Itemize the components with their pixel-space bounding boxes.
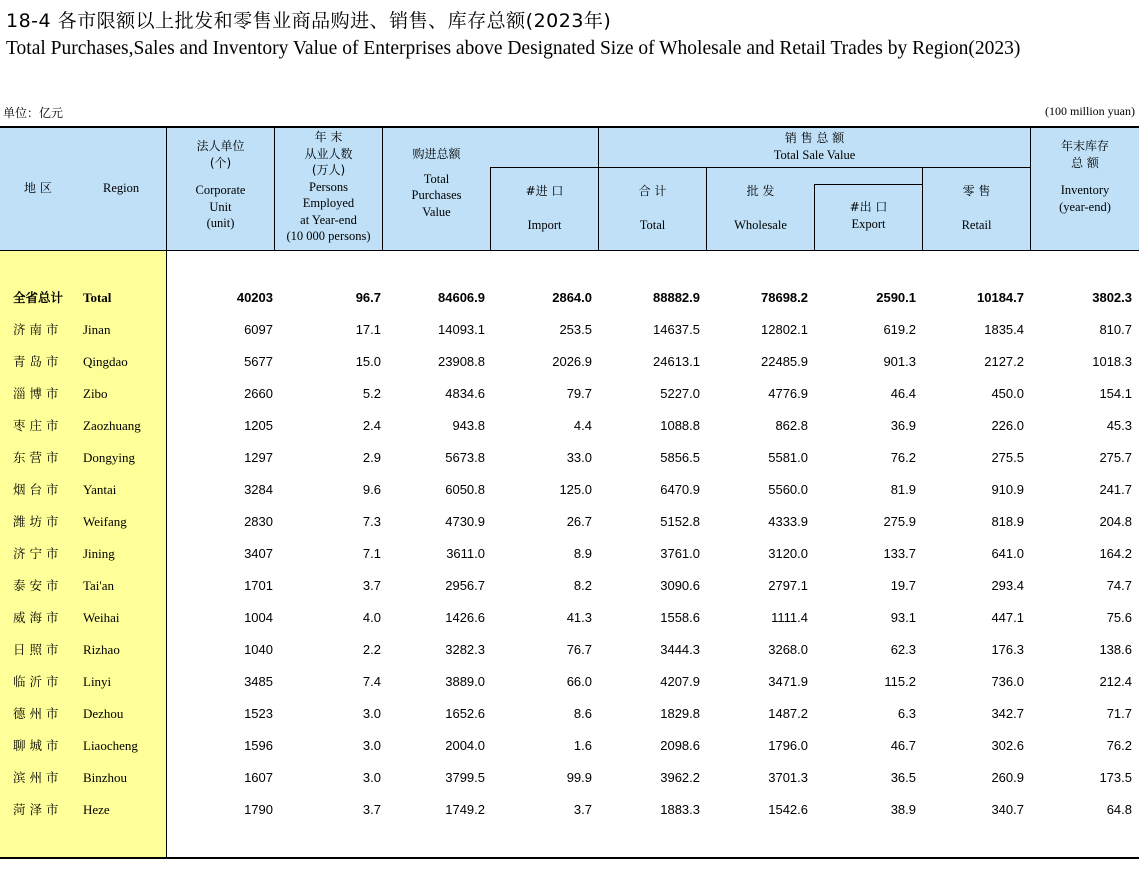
table-row <box>0 474 1139 506</box>
cell-inv: 1018.3 <box>1092 354 1132 369</box>
region-name-chinese: 菏泽市 <box>13 802 63 817</box>
cell-purch: 84606.9 <box>438 290 485 305</box>
cell-export: 38.9 <box>890 802 916 817</box>
table-row <box>0 570 1139 602</box>
cell-persons: 15.0 <box>355 354 381 369</box>
region-name-english: Rizhao <box>83 642 120 657</box>
region-name-english: Weihai <box>83 610 120 625</box>
export-top-rule <box>814 184 922 185</box>
cell-persons: 2.9 <box>362 450 381 465</box>
cell-export: 76.2 <box>890 450 916 465</box>
table-row <box>0 634 1139 666</box>
cell-retail: 226.0 <box>991 418 1024 433</box>
cell-total: 2098.6 <box>660 738 700 753</box>
cell-export: 2590.1 <box>876 290 916 305</box>
cell-purch: 23908.8 <box>438 354 485 369</box>
cell-inv: 76.2 <box>1106 738 1132 753</box>
region-name-chinese: 日照市 <box>13 642 63 657</box>
cell-corp: 1701 <box>244 578 273 593</box>
cell-inv: 275.7 <box>1099 450 1132 465</box>
cell-inv: 64.8 <box>1106 802 1132 817</box>
cell-inv: 810.7 <box>1099 322 1132 337</box>
cell-whole: 3120.0 <box>768 546 808 561</box>
cell-import: 79.7 <box>566 386 592 401</box>
cell-purch: 1652.6 <box>445 706 485 721</box>
cell-whole: 3268.0 <box>768 642 808 657</box>
cell-purch: 1749.2 <box>445 802 485 817</box>
table-row-total <box>0 282 1139 314</box>
region-name-english: Dezhou <box>83 706 124 721</box>
cell-corp: 40203 <box>236 290 273 305</box>
cell-import: 66.0 <box>566 674 592 689</box>
cell-whole: 1542.6 <box>768 802 808 817</box>
table-bottom-rule <box>0 857 1139 859</box>
cell-export: 81.9 <box>890 482 916 497</box>
header-sales-total: 合 计 Total <box>638 184 667 232</box>
cell-inv: 45.3 <box>1106 418 1132 433</box>
header-bottom-rule <box>0 250 1139 251</box>
header-import: #进 口 Import <box>525 184 564 232</box>
header-wholesale: 批 发 Wholesale <box>734 184 787 232</box>
cell-persons: 9.6 <box>362 482 381 497</box>
table-row <box>0 602 1139 634</box>
cell-whole: 1487.2 <box>768 706 808 721</box>
cell-inv: 75.6 <box>1106 610 1132 625</box>
region-name-chinese: 青岛市 <box>13 354 63 369</box>
region-name-english: Jining <box>83 546 115 561</box>
cell-corp: 6097 <box>244 322 273 337</box>
cell-export: 93.1 <box>890 610 916 625</box>
cell-purch: 3611.0 <box>446 546 485 561</box>
cell-total: 1829.8 <box>660 706 700 721</box>
cell-whole: 3471.9 <box>768 674 808 689</box>
cell-persons: 7.3 <box>362 514 381 529</box>
table-row <box>0 698 1139 730</box>
cell-corp: 1040 <box>244 642 273 657</box>
table-row <box>0 410 1139 442</box>
cell-import: 26.7 <box>566 514 592 529</box>
cell-export: 901.3 <box>883 354 916 369</box>
cell-purch: 1426.6 <box>445 610 485 625</box>
table-row <box>0 730 1139 762</box>
cell-export: 619.2 <box>883 322 916 337</box>
cell-purch: 2004.0 <box>445 738 485 753</box>
cell-persons: 96.7 <box>355 290 381 305</box>
cell-corp: 2830 <box>244 514 273 529</box>
region-name-chinese: 全省总计 <box>13 290 64 305</box>
cell-export: 36.5 <box>890 770 916 785</box>
cell-purch: 4730.9 <box>445 514 485 529</box>
region-name-chinese: 滨州市 <box>13 770 63 785</box>
region-name-english: Liaocheng <box>83 738 138 753</box>
cell-total: 88882.9 <box>653 290 700 305</box>
cell-export: 19.7 <box>890 578 916 593</box>
cell-persons: 3.0 <box>362 706 381 721</box>
cell-inv: 71.7 <box>1106 706 1132 721</box>
cell-inv: 3802.3 <box>1092 290 1132 305</box>
cell-import: 8.2 <box>573 578 592 593</box>
table-row <box>0 666 1139 698</box>
cell-total: 14637.5 <box>653 322 700 337</box>
cell-purch: 6050.8 <box>445 482 485 497</box>
cell-persons: 17.1 <box>355 322 381 337</box>
cell-retail: 293.4 <box>991 578 1024 593</box>
cell-import: 2864.0 <box>552 290 592 305</box>
cell-retail: 450.0 <box>991 386 1024 401</box>
region-name-english: Qingdao <box>83 354 128 369</box>
cell-total: 1088.8 <box>660 418 700 433</box>
table-row <box>0 538 1139 570</box>
header-region-english: Region <box>103 181 140 195</box>
cell-import: 4.4 <box>573 418 592 433</box>
cell-corp: 1523 <box>244 706 273 721</box>
cell-corp: 1607 <box>244 770 273 785</box>
header-total-sale-value: 销 售 总 额 Total Sale Value <box>773 131 856 162</box>
cell-purch: 4834.6 <box>445 386 485 401</box>
cell-corp: 1596 <box>244 738 273 753</box>
unit-label-chinese: 单位：亿元 <box>3 106 64 120</box>
cell-persons: 4.0 <box>362 610 381 625</box>
cell-corp: 2660 <box>244 386 273 401</box>
cell-purch: 5673.8 <box>445 450 485 465</box>
cell-whole: 1111.4 <box>771 610 808 625</box>
cell-total: 3090.6 <box>660 578 700 593</box>
table-row <box>0 314 1139 346</box>
cell-retail: 176.3 <box>991 642 1024 657</box>
cell-purch: 3282.3 <box>445 642 485 657</box>
cell-corp: 1297 <box>244 450 273 465</box>
cell-inv: 154.1 <box>1099 386 1132 401</box>
cell-export: 62.3 <box>890 642 916 657</box>
region-name-english: Yantai <box>83 482 117 497</box>
cell-import: 99.9 <box>566 770 592 785</box>
cell-inv: 241.7 <box>1099 482 1132 497</box>
table-row <box>0 442 1139 474</box>
cell-inv: 212.4 <box>1099 674 1132 689</box>
region-name-english: Weifang <box>83 514 127 529</box>
cell-total: 1883.3 <box>660 802 700 817</box>
cell-corp: 3284 <box>244 482 273 497</box>
cell-total: 6470.9 <box>660 482 700 497</box>
cell-corp: 1205 <box>244 418 273 433</box>
cell-total: 5227.0 <box>660 386 700 401</box>
cell-inv: 74.7 <box>1106 578 1132 593</box>
cell-retail: 10184.7 <box>977 290 1024 305</box>
table-row <box>0 794 1139 826</box>
cell-whole: 3701.3 <box>768 770 808 785</box>
table-row <box>0 762 1139 794</box>
cell-export: 133.7 <box>883 546 916 561</box>
cell-whole: 12802.1 <box>761 322 808 337</box>
cell-retail: 340.7 <box>991 802 1024 817</box>
region-name-chinese: 临沂市 <box>13 674 63 689</box>
cell-total: 1558.6 <box>660 610 700 625</box>
region-name-english: Zaozhuang <box>83 418 141 433</box>
cell-persons: 3.7 <box>362 802 381 817</box>
table-row <box>0 346 1139 378</box>
cell-whole: 5581.0 <box>768 450 808 465</box>
cell-export: 6.3 <box>897 706 916 721</box>
sales-group-rule <box>490 167 1030 168</box>
header-region-chinese: 地 区 <box>24 181 52 195</box>
region-name-chinese: 聊城市 <box>13 738 63 753</box>
cell-export: 36.9 <box>890 418 916 433</box>
header-persons-employed: 年 末 从业人数 (万人) Persons Employed at Year-end (10 000 persons) <box>286 130 371 243</box>
region-name-chinese: 枣庄市 <box>13 418 63 433</box>
cell-persons: 2.2 <box>362 642 381 657</box>
cell-retail: 302.6 <box>991 738 1024 753</box>
table-top-rule <box>0 126 1139 128</box>
cell-whole: 22485.9 <box>761 354 808 369</box>
region-name-english: Heze <box>83 802 110 817</box>
cell-persons: 7.4 <box>362 674 381 689</box>
cell-total: 24613.1 <box>653 354 700 369</box>
header-retail: 零 售 Retail <box>961 184 992 232</box>
cell-whole: 1796.0 <box>768 738 808 753</box>
cell-persons: 7.1 <box>362 546 381 561</box>
cell-persons: 3.0 <box>362 770 381 785</box>
cell-import: 33.0 <box>566 450 592 465</box>
cell-retail: 736.0 <box>991 674 1024 689</box>
cell-whole: 78698.2 <box>761 290 808 305</box>
cell-persons: 2.4 <box>362 418 381 433</box>
page-title-english: Total Purchases,Sales and Inventory Value of Enterprises above Designated Size of Wholesale and Retail Trades by Region(2023) <box>6 38 1021 59</box>
region-name-english: Binzhou <box>83 770 128 785</box>
cell-total: 5856.5 <box>660 450 700 465</box>
cell-inv: 204.8 <box>1099 514 1132 529</box>
region-name-english: Tai'an <box>83 578 115 593</box>
region-name-chinese: 烟台市 <box>13 482 63 497</box>
cell-whole: 2797.1 <box>768 578 808 593</box>
cell-purch: 2956.7 <box>445 578 485 593</box>
cell-export: 275.9 <box>883 514 916 529</box>
cell-purch: 943.8 <box>452 418 485 433</box>
cell-retail: 1835.4 <box>984 322 1024 337</box>
cell-total: 5152.8 <box>660 514 700 529</box>
cell-total: 3962.2 <box>660 770 700 785</box>
region-name-english: Total <box>83 290 112 305</box>
unit-label-english: (100 million yuan) <box>1045 104 1135 118</box>
header-inventory: 年末库存 总 额 Inventory (year-end) <box>1059 139 1111 214</box>
cell-inv: 173.5 <box>1099 770 1132 785</box>
cell-import: 8.6 <box>573 706 592 721</box>
cell-import: 3.7 <box>573 802 592 817</box>
cell-whole: 862.8 <box>775 418 808 433</box>
cell-retail: 260.9 <box>991 770 1024 785</box>
region-name-chinese: 泰安市 <box>13 578 63 593</box>
cell-purch: 14093.1 <box>438 322 485 337</box>
cell-purch: 3799.5 <box>445 770 485 785</box>
cell-corp: 5677 <box>244 354 273 369</box>
cell-retail: 275.5 <box>991 450 1024 465</box>
cell-total: 3444.3 <box>660 642 700 657</box>
header-total-purchases: 购进总额 Total Purchases Value <box>411 147 462 219</box>
cell-corp: 3485 <box>244 674 273 689</box>
region-name-english: Jinan <box>83 322 111 337</box>
region-name-english: Zibo <box>83 386 108 401</box>
cell-corp: 1790 <box>244 802 273 817</box>
header-export: #出 口 Export <box>849 200 888 231</box>
region-name-chinese: 威海市 <box>13 610 63 625</box>
cell-whole: 4776.9 <box>768 386 808 401</box>
cell-retail: 641.0 <box>991 546 1024 561</box>
cell-export: 46.4 <box>890 386 916 401</box>
cell-import: 2026.9 <box>552 354 592 369</box>
cell-import: 1.6 <box>573 738 592 753</box>
cell-purch: 3889.0 <box>445 674 485 689</box>
header-corporate-unit: 法人单位 (个) Corporate Unit (unit) <box>195 139 246 230</box>
page-title-chinese: 18-4 各市限额以上批发和零售业商品购进、销售、库存总额(2023年) <box>6 10 612 32</box>
cell-persons: 3.0 <box>362 738 381 753</box>
region-name-chinese: 德州市 <box>13 706 63 721</box>
region-name-chinese: 潍坊市 <box>13 514 63 529</box>
cell-export: 115.2 <box>884 674 916 689</box>
cell-retail: 2127.2 <box>984 354 1024 369</box>
cell-inv: 138.6 <box>1099 642 1132 657</box>
cell-retail: 342.7 <box>991 706 1024 721</box>
cell-import: 76.7 <box>566 642 592 657</box>
cell-retail: 910.9 <box>991 482 1024 497</box>
cell-total: 3761.0 <box>660 546 700 561</box>
cell-persons: 5.2 <box>362 386 381 401</box>
region-name-chinese: 东营市 <box>13 450 63 465</box>
cell-whole: 5560.0 <box>768 482 808 497</box>
cell-import: 41.3 <box>566 610 592 625</box>
cell-whole: 4333.9 <box>768 514 808 529</box>
cell-import: 8.9 <box>573 546 592 561</box>
cell-corp: 3407 <box>244 546 273 561</box>
cell-retail: 818.9 <box>991 514 1024 529</box>
table-row <box>0 378 1139 410</box>
cell-persons: 3.7 <box>362 578 381 593</box>
region-name-english: Dongying <box>83 450 135 465</box>
cell-export: 46.7 <box>890 738 916 753</box>
region-name-chinese: 济南市 <box>13 322 63 337</box>
region-name-english: Linyi <box>83 674 112 689</box>
cell-import: 253.5 <box>559 322 592 337</box>
region-name-chinese: 淄博市 <box>13 386 63 401</box>
cell-inv: 164.2 <box>1099 546 1132 561</box>
region-name-chinese: 济宁市 <box>13 546 63 561</box>
cell-total: 4207.9 <box>660 674 700 689</box>
cell-import: 125.0 <box>559 482 592 497</box>
cell-retail: 447.1 <box>991 610 1024 625</box>
cell-corp: 1004 <box>244 610 273 625</box>
statistics-table <box>0 126 1139 859</box>
table-row <box>0 506 1139 538</box>
